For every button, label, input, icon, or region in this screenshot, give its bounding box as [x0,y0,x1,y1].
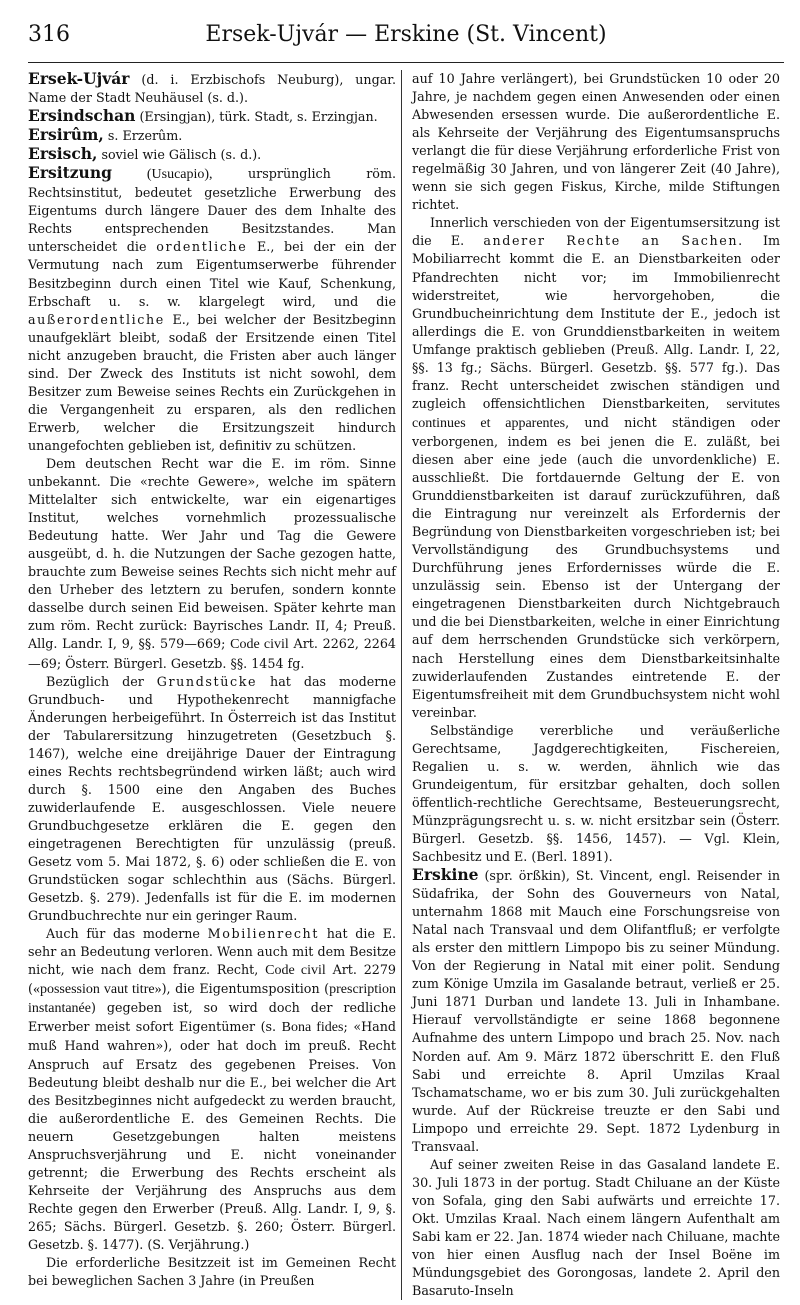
paragraph [28,925,396,1254]
spaced-term: anderer Rechte an Sachen. [483,233,744,249]
paragraph-text: Art. 2279 ( [28,962,397,997]
paragraph [412,1156,780,1300]
entry-ersitzung [28,164,396,455]
headword: Erskine [412,865,479,885]
paragraph-text: auf 10 Jahre verlängert), bei Grundstücken 10 oder 20 Jahre, je nachdem gegen einen Anwesenden oder einen Abwesenden ersessen wurde. Die außerordentliche E. als Kehrseite der Verjährung des Eigentumsanspruchs verlangt die für diese Verjährung erforderliche Frist von regelmäßig 30 Jahren, und von längerer Zeit (40 Jahre), wenn sie sich gegen Fiskus, Kirche, milde Stiftungen richtet. [412,71,780,213]
paragraph-text: Dem deutschen Recht war die E. im röm. Sinne unbekannt. Die «rechte Gewere», welche im spätern Mittelalter sich entwickelte, war ein eigenartiges Institut, welches vornehmlich prozessualische Bedeutung hatte. Wer Jahr und Tag die Gewere ausgeübt, d. h. die Nutzungen der Sache gezogen hatte, brauchte zum Beweise seines Rechts sich nicht mehr auf den Urheber des letztern zu berufen, sondern konnte dasselbe durch seinen Eid beweisen. Später kehrte man zum röm. Recht zurück: Bayrisches Landr. II, 4; Preuß. Allg. Landr. I, 9, §§. 579—669; [28,455,396,652]
headword: Ersirûm, [28,125,104,145]
entry-text: ursprünglich röm. Rechtsinstitut, bedeutet gesetzliche Erwerbung des Eigentums durch längere Dauer des dem Inhalte des Rechts entsprechenden Besitzstandes. Man unterscheidet die [28,166,397,255]
paragraph-text: Auf seiner zweiten Reise in das Gasaland landete E. 30. Juli 1873 in der portug. Stadt Chiluane an der Küste von Sofala, ging den Sabi aufwärts und erreichte 17. Okt. Umzilas Kraal. Nach einem längern Aufenthalt am Sabi kam er 22. Jan. 1874 wieder nach Chiluane, machte von hier einen Ausflug nach der Insel Boëne im Mündungsgebiet des Gorongosas, landete 2. April den Basaruto-Inseln [412,1156,780,1299]
latin-term: servitutes continues et apparentes [412,396,780,431]
paragraph-text: ), die Eigentumsposition ( [161,981,330,997]
latin-term: (Usucapio), [111,167,213,183]
entry-text: (Ersingjan), türk. Stadt, s. Erzingjan. [135,109,378,125]
headword: Ersek-Ujvár [28,69,130,88]
latin-term: Code civil [265,963,326,979]
entry-ersisch [28,145,396,164]
paragraph-text: hat die E. sehr an Bedeutung verloren. Wenn auch mit dem Besitze nicht, wie nach dem franz. Recht, [28,926,397,978]
paragraph-text: Bezüglich der [46,673,157,689]
entry-text: E., bei der ein der Vermutung nach zum Eigentumserwerbe führender Besitzbeginn durch einen Titel wie Kauf, Schenkung, Erbschaft u. s. w. klargelegt wird, und die [28,239,396,309]
paragraph-text: Die erforderliche Besitzzeit ist im Gemeinen Recht bei beweglichen Sachen 3 Jahre (in Preußen [28,1255,396,1289]
spaced-term: Mobilienrecht [207,926,320,942]
paragraph-text: Innerlich verschieden von der Eigentumsersitzung ist die E. [412,215,780,249]
paragraph [412,214,780,721]
column-divider [401,70,402,1300]
right-column [412,70,780,1300]
latin-term: «possession vaut titre» [32,982,162,998]
paragraph-text: Im Mobiliarrecht kommt die E. an Dienstbarkeiten oder Pfandrechten nicht vor; im Immobilienrecht widerstreitet, wie hervorgehoben, die Grundbucheinrichtung dem Institute der E., jedoch ist allerdings die E. von Grunddienstbarkeiten in weitem Umfange praktisch geblieben (Preuß. Allg. Landr. I, 22, §§. 13 fg.; Sächs. Bürgerl. Gesetzb. §§. 577 fg.). Das franz. Recht unterscheidet zwischen ständigen und zugleich offensichtlichen Dienstbarkeiten, [412,233,780,411]
paragraph-text: Selbständige vererbliche und veräußerliche Gerechtsame, Jagdgerechtigkeiten, Fischereien, Regalien u. s. w. werden, ähnlich wie das Grundeigentum, für ersitzbar gehalten, doch sollen öffentlich-rechtliche Gerechtsame, Besteuerungsrecht, Münzprägungsrecht u. s. w. nicht ersitzbar sein (Österr. Bürgerl. Gesetzb. §§. 1456, 1457). — Vgl. Klein, Sachbesitz und E. (Berl. 1891). [412,722,780,865]
left-column [28,70,396,1290]
spaced-term: außerordentliche [28,311,165,327]
spaced-term: ordentliche [156,239,248,255]
latin-term: Code civil [230,637,289,653]
entry-ersindschan [28,107,396,126]
entry-text: E., bei welcher der Besitzbeginn unaufgeklärt bleibt, sodaß der Ersitzende einen Titel nicht anzugeben braucht, die Fristen aber auch länger sind. Der Zweck des Instituts ist nicht sowohl, dem Besitzer zum Beweise seines Rechts ein Zurückgehen in die Vergangenheit zu ersparen, als den redlichen Erwerb, welcher die Ersitzungszeit hindurch unangefochten geblieben ist, definitiv zu schützen. [28,311,396,453]
entry-erskine [412,866,780,1156]
headword: Ersitzung [28,163,112,183]
paragraph-text: hat das moderne Grundbuch- und Hypothekenrecht mannigfache Änderungen herbeigeführt. In Österreich ist das Institut der Tabularersitzung hinzugetreten (Gesetzbuch §. 1467), welche eine dreijährige Dauer der Eintragung eines Rechts rechtsbegründend wirken läßt; auch wird durch §. 1500 eine den Angaben des Buches zuwiderlaufende E. ausgeschlossen. Viele neuere Grundbuchgesetze erklären die E. gegen den eingetragenen Berechtigten für unzulässig (preuß. Gesetz vom 5. Mai 1872, §. 6) oder schließen die E. von Grundstücken sogar schlechthin aus (Sächs. Bürgerl. Gesetzb. §. 279). Jedenfalls ist für die E. im modernen Grundbuchrechte nur ein geringer Raum. [28,673,396,924]
paragraph [28,1254,396,1290]
entry-ersirum [28,126,396,145]
paragraph [412,70,780,214]
headword: Ersisch, [28,144,98,164]
paragraph [412,722,780,866]
paragraph-text: ) gegeben ist, so wird doch der redliche Erwerber meist sofort Eigentümer (s. [28,1000,396,1035]
entry-text: (d. i. Erzbischofs Neuburg), ungar. Name der Stadt Neuhäusel (s. d.). [28,72,396,106]
page-header [28,10,784,63]
latin-term: Bona fides [281,1020,344,1036]
spaced-term: Grundstücke [156,673,258,689]
paragraph [28,673,396,926]
paragraph-text: ; «Hand muß Hand wahren»), oder hat doch im preuß. Recht Anspruch auf Ersatz des gegebenen Preises. Von Bedeutung bleibt deshalb nur die E., bei welcher die Art des Besitzbeginnes nicht aufgedeckt zu werden braucht, die außerordentliche E. des Gemeinen Rechts. Die neuern Gesetzgebungen halten meistens Anspruchsverjährung und E. nicht voneinander getrennt; die Erwerbung des Rechts erscheint als Kehrseite der Verjährung des Anspruchs aus dem Rechte gegen den Erwerber (Preuß. Allg. Landr. I, 9, §. 265; Sächs. Bürgerl. Gesetzb. §. 260; Österr. Bürgerl. Gesetzb. §. 1477). (S. Verjährung.) [28,1019,396,1252]
entry-text: s. Erzerûm. [103,128,183,144]
paragraph-text: Art. 2262, 2264—69; Österr. Bürgerl. Gesetzb. §§. 1454 fg. [28,636,396,671]
headword: Ersindschan [28,106,136,126]
latin-term: prescription instantanée [28,982,397,1017]
entry-ersek-ujvar [28,70,396,107]
entry-text: (spr. örßkin), St. Vincent, engl. Reisender in Südafrika, der Sohn des Gouverneurs von Natal, unternahm 1868 mit Mauch eine Forschungsreise von Natal nach Transvaal und dem Olifantfluß; er verfolgte als erster den mittlern Limpopo bis zu seiner Mündung. Von der Regierung in Natal mit einer polit. Sendung zum Könige Umzila im Gasalande betraut, verließ er 25. Juni 1871 Durban und landete 13. Juli in Inhambane. Hierauf vervollständigte er seine 1868 begonnene Aufnahme des untern Limpopo und brach 25. Nov. nach Norden auf. Am 9. März 1872 überschritt E. den Fluß Sabi und erreichte 8. April Umzilas Kraal Tschamatschame, wo er bis zum 30. Juli zurückgehalten wurde. Auf der Rückreise treuzte er den Sabi und Limpopo und erreichte 29. Sept. 1872 Lydenburg in Transvaal. [412,868,780,1154]
entry-text: soviel wie Gälisch (s. d.). [97,147,262,163]
paragraph-text: , und nicht ständigen oder verborgenen, indem es bei jenen die E. zuläßt, bei diesen aber eine jede (auch die unvordenkliche) E. ausschließt. Die fortdauernde Geltung der E. von Grunddienstbarkeiten ist darauf zurückzuführen, daß die Eintragung nur vereinzelt als Erfordernis der Begründung von Dienstbarkeiten vorgeschrieben ist; bei Vervollständigung des Grundbuchsystems und Durchführung jenes Erfordernisses würde die E. unzulässig sein. Ebenso ist der Untergang der eingetragenen Dienstbarkeiten durch Nichtgebrauch und die bei Dienstbarkeiten, welche in einer Einrichtung auf dem herrschenden Grundstücke sich verkörpern, nach Herstellung eines dem Dienstbarkeitsinhalte zuwiderlaufenden Zustandes eintretende E. der Eigentumsfreiheit mit dem Grundbuchsystem nicht wohl vereinbar. [412,414,780,720]
paragraph-text: Auch für das moderne [46,926,208,942]
paragraph [28,455,396,673]
page-number: 316 [28,22,70,47]
running-title: Ersek-Ujvár — Erskine (St. Vincent) [205,22,607,47]
